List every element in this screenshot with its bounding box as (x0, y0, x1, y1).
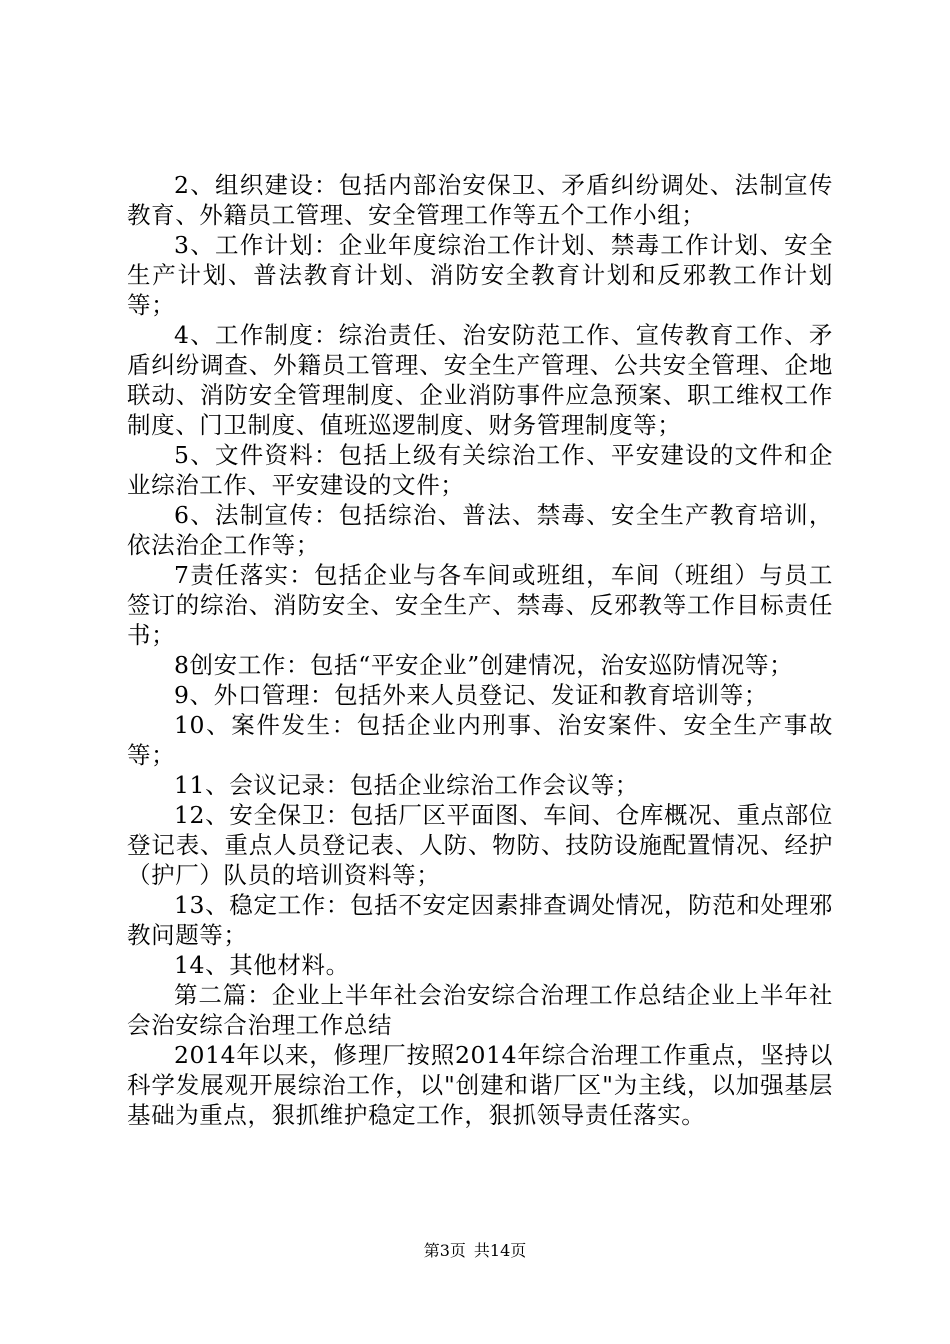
paragraph-work-system: 4、工作制度：综治责任、治安防范工作、宣传教育工作、矛盾纠纷调查、外籍员工管理、安全生产管理、公共安全管理、企地联动、消防安全管理制度、企业消防事件应急预案、职工维权工作制度、门卫制度、值班巡逻制度、财务管理制度等； (127, 321, 833, 439)
paragraph-legal-publicity: 6、法制宣传：包括综治、普法、禁毒、安全生产教育培训，依法治企工作等； (127, 501, 833, 559)
paragraph-meeting-records: 11、会议记录：包括企业综治工作会议等； (174, 771, 639, 799)
paragraph-chapter-two-title: 第二篇：企业上半年社会治安综合治理工作总结企业上半年社会治安综合治理工作总结 (127, 981, 833, 1039)
paragraph-other-materials: 14、其他材料。 (174, 951, 350, 979)
paragraph-safety-creation: 8创安工作：包括“平安企业”创建情况，治安巡防情况等； (174, 651, 794, 679)
paragraph-documents: 5、文件资料：包括上级有关综治工作、平安建设的文件和企业综治工作、平安建设的文件； (127, 441, 833, 499)
paragraph-incidents: 10、案件发生：包括企业内刑事、治安案件、安全生产事故等； (127, 711, 833, 769)
paragraph-work-plan: 3、工作计划：企业年度综治工作计划、禁毒工作计划、安全生产计划、普法教育计划、消防安全教育计划和反邪教工作计划等； (127, 231, 833, 319)
paragraph-stability: 13、稳定工作：包括不安定因素排查调处情况，防范和处理邪教问题等； (127, 891, 833, 949)
document-body (127, 170, 833, 1130)
page-footer (0, 1241, 950, 1261)
paragraph-summary-intro: 2014年以来，修理厂按照2014年综合治理工作重点，坚持以科学发展观开展综治工作，以"创建和谐厂区"为主线，以加强基层基础为重点，狠抓维护稳定工作，狠抓领导责任落实。 (127, 1041, 833, 1129)
page-total: 共14页 (473, 1241, 527, 1260)
paragraph-migrant-management: 9、外口管理：包括外来人员登记、发证和教育培训等； (174, 681, 768, 709)
paragraph-security: 12、安全保卫：包括厂区平面图、车间、仓库概况、重点部位登记表、重点人员登记表、人防、物防、技防设施配置情况、经护（护厂）队员的培训资料等； (127, 801, 833, 889)
paragraph-responsibility: 7责任落实：包括企业与各车间或班组，车间（班组）与员工签订的综治、消防安全、安全生产、禁毒、反邪教等工作目标责任书； (127, 561, 833, 649)
page-number: 第3页 (423, 1241, 466, 1260)
paragraph-organization: 2、组织建设：包括内部治安保卫、矛盾纠纷调处、法制宣传教育、外籍员工管理、安全管理工作等五个工作小组； (127, 171, 833, 229)
